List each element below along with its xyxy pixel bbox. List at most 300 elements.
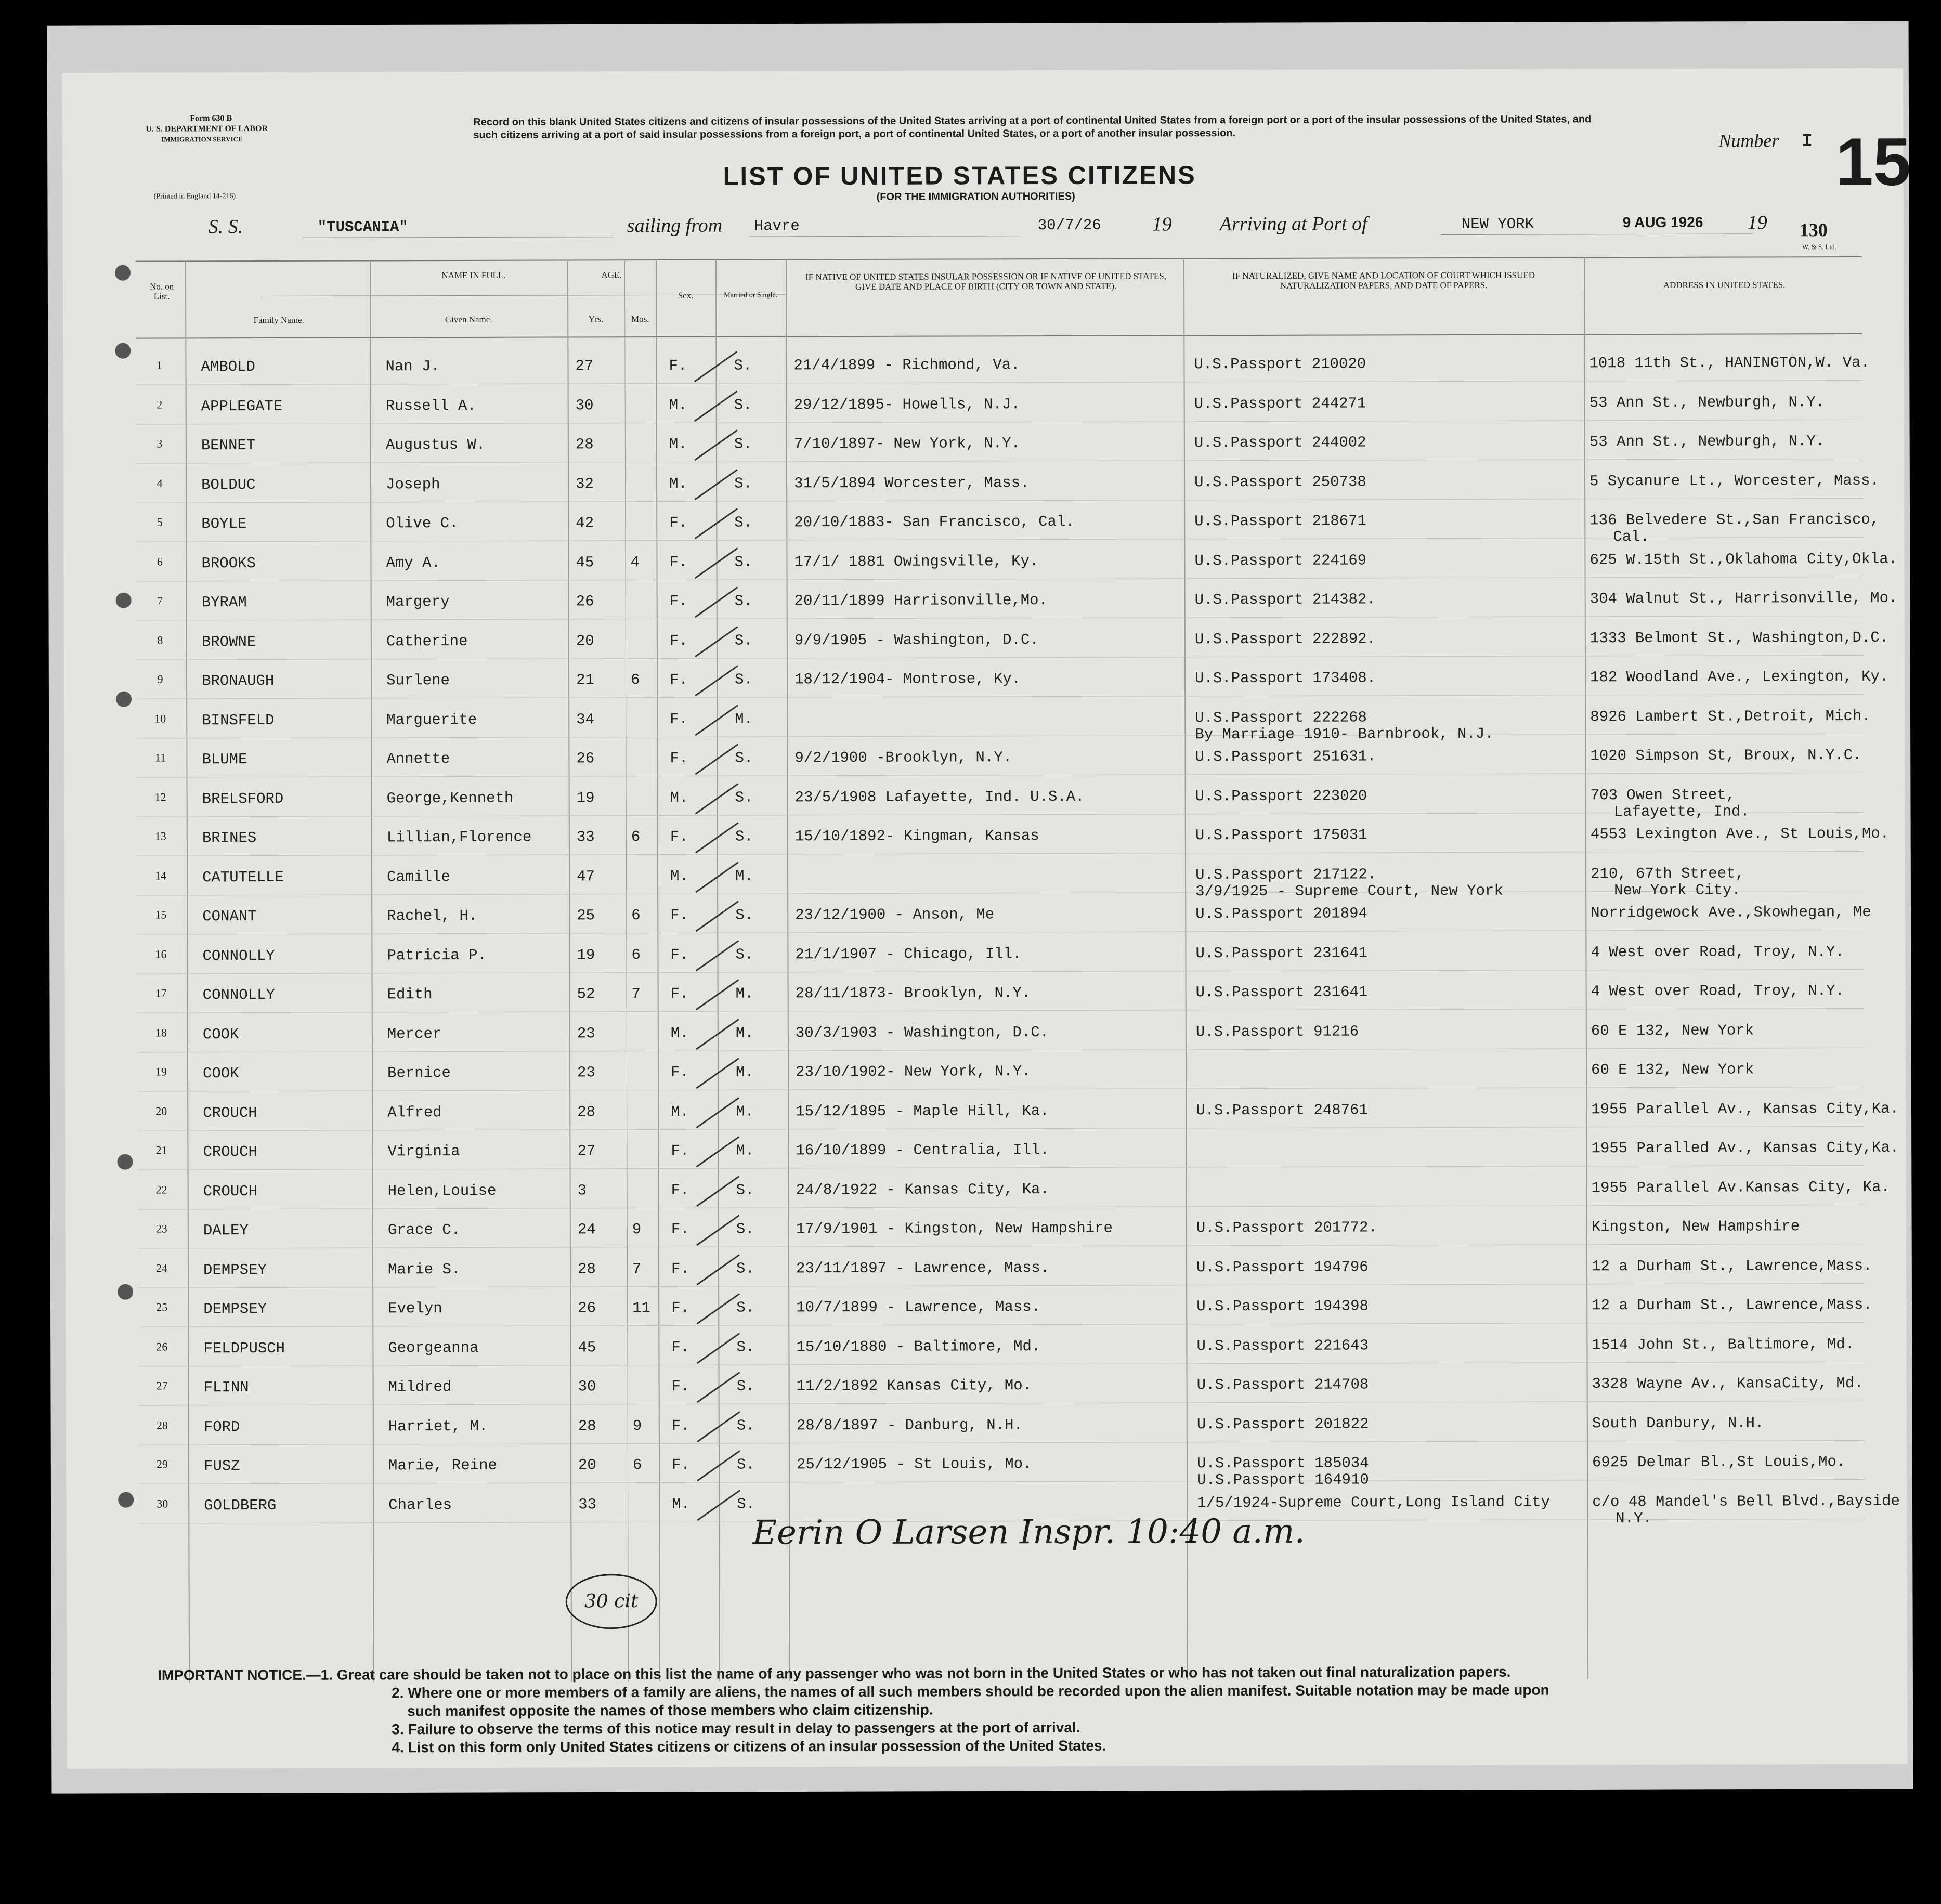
header-sex: Sex. <box>678 290 694 301</box>
marital-status: S. <box>735 946 754 963</box>
marital-status: M. <box>736 1103 754 1120</box>
age-years: 28 <box>575 436 594 453</box>
address: 8926 Lambert St.,Detroit, Mich. <box>1590 707 1871 725</box>
address-line-2: N.Y. <box>1616 1509 1652 1527</box>
marital-status: S. <box>736 1299 755 1316</box>
age-years: 30 <box>578 1378 596 1396</box>
sex: F. <box>671 1181 689 1199</box>
row-number: 27 <box>156 1379 168 1392</box>
family-name: CROUCH <box>203 1104 257 1121</box>
dept-name: U. S. DEPARTMENT OF LABOR <box>146 124 268 134</box>
naturalization: U.S.Passport 201822 <box>1196 1415 1369 1433</box>
address: 5 Sycanure Lt., Worcester, Mass. <box>1590 472 1879 490</box>
sex: F. <box>669 632 688 649</box>
birth-info: 23/10/1902- New York, N.Y. <box>795 1063 1031 1081</box>
given-name: Augustus W. <box>385 436 486 454</box>
row-number: 3 <box>157 437 163 450</box>
birth-info: 9/2/1900 -Brooklyn, N.Y. <box>794 749 1012 767</box>
ship-name: "TUSCANIA" <box>317 218 408 236</box>
marital-status: M. <box>735 985 754 1002</box>
page-subtitle: (FOR THE IMMIGRATION AUTHORITIES) <box>876 190 1075 203</box>
row-number: 17 <box>155 986 167 1000</box>
address: 60 E 132, New York <box>1591 1021 1754 1039</box>
arriving-label: Arriving at Port of <box>1219 213 1367 236</box>
naturalization: U.S.Passport 244002 <box>1194 434 1366 452</box>
address: 1955 Parallel Av., Kansas City,Ka. <box>1591 1100 1899 1118</box>
naturalization: U.S.Passport 218671 <box>1194 512 1366 530</box>
sex: F. <box>671 1338 690 1356</box>
row-line <box>139 1401 1865 1406</box>
header-no: No. on List. <box>149 281 174 302</box>
naturalization: U.S.Passport 231641 <box>1195 944 1368 962</box>
sex: F. <box>671 1456 690 1473</box>
header-given-name: Given Name. <box>445 314 492 325</box>
sex: F. <box>669 553 688 571</box>
sex: F. <box>670 946 689 963</box>
marital-status: S. <box>736 1377 755 1395</box>
naturalization: U.S.Passport 251631. <box>1195 748 1376 766</box>
family-name: CONNOLLY <box>202 986 275 1004</box>
family-name: FUSZ <box>203 1457 240 1475</box>
row-line <box>139 1440 1865 1445</box>
naturalization-line-2: 3/9/1925 - Supreme Court, New York <box>1195 882 1503 900</box>
sex: F. <box>671 1377 690 1395</box>
birth-info: 10/7/1899 - Lawrence, Mass. <box>796 1298 1041 1316</box>
address: 4553 Lexington Ave., St Louis,Mo. <box>1590 825 1890 843</box>
naturalization-line-2: U.S.Passport 164910 <box>1197 1471 1369 1489</box>
marital-status: S. <box>734 435 752 453</box>
sex: F. <box>671 1417 690 1434</box>
row-number: 23 <box>155 1222 167 1235</box>
punch-hole <box>115 265 131 281</box>
col-divider <box>370 260 374 1682</box>
punch-hole <box>116 692 132 707</box>
birth-info: 15/10/1880 - Baltimore, Md. <box>796 1337 1041 1355</box>
address: 53 Ann St., Newburgh, N.Y. <box>1589 393 1825 411</box>
given-name: Grace C. <box>387 1221 461 1239</box>
port-to: NEW YORK <box>1461 215 1534 233</box>
row-line <box>137 851 1864 856</box>
manifest-table <box>136 256 1900 1683</box>
age-months: 11 <box>632 1299 651 1317</box>
address: 703 Owen Street, <box>1590 786 1736 804</box>
address: 1955 Paralled Av., Kansas City,Ka. <box>1591 1139 1899 1157</box>
row-line <box>137 616 1863 621</box>
given-name: Charles <box>388 1496 452 1514</box>
address: South Danbury, N.H. <box>1592 1414 1764 1432</box>
notice-item-4: 4. List on this form only United States citizens or citizens of an insular possession of the United States. <box>392 1737 1106 1756</box>
naturalization: U.S.Passport 214382. <box>1194 591 1376 609</box>
address: 1514 John St., Baltimore, Md. <box>1592 1335 1855 1353</box>
family-name: BINSFELD <box>202 711 275 729</box>
age-years: 24 <box>577 1221 596 1238</box>
col-divider <box>624 259 629 1681</box>
marital-status: S. <box>735 906 754 924</box>
address: 4 West over Road, Troy, N.Y. <box>1591 943 1844 961</box>
marital-status: M. <box>735 1024 754 1042</box>
age-years: 27 <box>575 357 594 375</box>
given-name: Russell A. <box>385 397 476 414</box>
age-years: 45 <box>578 1338 596 1356</box>
marital-status: S. <box>736 1338 755 1356</box>
row-number: 10 <box>154 711 166 725</box>
marital-status: S. <box>734 475 752 492</box>
marital-status: S. <box>734 553 753 571</box>
row-line <box>138 1204 1865 1209</box>
birth-info: 15/12/1895 - Maple Hill, Ka. <box>796 1102 1049 1120</box>
family-name: BENNET <box>201 437 256 454</box>
row-number: 25 <box>156 1300 168 1314</box>
marital-status: S. <box>734 396 752 414</box>
naturalization: U.S.Passport 217122. <box>1195 865 1377 883</box>
marital-status: S. <box>736 1417 755 1434</box>
row-line <box>137 733 1863 738</box>
row-line <box>136 419 1862 424</box>
address: 3328 Wayne Av., KansaCity, Md. <box>1592 1374 1864 1393</box>
row-number: 11 <box>154 751 166 764</box>
age-months: 6 <box>631 946 641 963</box>
sex: F. <box>669 514 688 531</box>
row-number: 4 <box>157 476 163 490</box>
row-line <box>138 1087 1864 1092</box>
nineteen-2: 19 <box>1747 212 1767 234</box>
age-months: 6 <box>631 671 640 689</box>
row-number: 7 <box>157 594 163 607</box>
age-years: 28 <box>577 1103 596 1120</box>
naturalization: U.S.Passport 173408. <box>1195 669 1376 687</box>
sex: F. <box>670 671 688 688</box>
notice-item-2b: such manifest opposite the names of those members who claim citizenship. <box>407 1701 933 1719</box>
row-number: 1 <box>156 358 163 372</box>
address: 6925 Delmar Bl.,St Louis,Mo. <box>1592 1453 1846 1471</box>
row-line <box>138 1126 1864 1131</box>
sex: F. <box>670 710 688 728</box>
family-name: DEMPSEY <box>203 1261 267 1279</box>
naturalization: U.S.Passport 194796 <box>1196 1258 1369 1276</box>
birth-info: 31/5/1894 Worcester, Mass. <box>794 474 1030 492</box>
naturalization: U.S.Passport 244271 <box>1194 394 1366 412</box>
col-divider <box>786 259 790 1681</box>
address: 625 W.15th St.,Oklahoma City,Okla. <box>1590 550 1898 568</box>
marital-status: S. <box>737 1495 755 1513</box>
age-months: 6 <box>631 828 641 846</box>
address-line-2: Cal. <box>1613 528 1650 546</box>
birth-info: 7/10/1897- New York, N.Y. <box>793 435 1020 453</box>
sex: F. <box>670 906 689 924</box>
age-years: 27 <box>577 1142 596 1160</box>
age-years: 47 <box>577 867 595 885</box>
birth-info: 17/1/ 1881 Owingsville, Ky. <box>794 552 1039 570</box>
sex: F. <box>671 1260 689 1277</box>
birth-info: 16/10/1899 - Centralia, Ill. <box>796 1141 1049 1159</box>
marital-status: M. <box>736 1142 754 1159</box>
given-name: Surlene <box>386 672 450 689</box>
important-notice <box>158 1663 1549 1757</box>
ss-label: S. S. <box>208 216 243 238</box>
naturalization: U.S.Passport 175031 <box>1195 826 1367 844</box>
header-naturalized: IF NATURALIZED, GIVE NAME AND LOCATION OF COURT WHICH ISSUED NATURALIZATION PAPERS, AND DATE OF PAPERS. <box>1232 270 1535 291</box>
family-name: BROOKS <box>201 554 256 572</box>
nineteen-1: 19 <box>1152 213 1172 236</box>
family-name: COOK <box>202 1065 239 1083</box>
row-line <box>138 1322 1865 1327</box>
birth-info: 9/9/1905 - Washington, D.C. <box>794 631 1039 649</box>
punch-hole <box>116 593 132 608</box>
birth-info: 30/3/1903 - Washington, D.C. <box>795 1023 1049 1041</box>
row-line <box>136 459 1862 464</box>
family-name: CATUTELLE <box>202 868 284 886</box>
family-name: AMBOLD <box>201 358 255 376</box>
header-bottom-border <box>136 333 1862 339</box>
address: 304 Walnut St., Harrisonville, Mo. <box>1590 589 1898 608</box>
age-years: 26 <box>576 593 594 610</box>
family-name: GOLDBERG <box>204 1496 277 1514</box>
port-from: Havre <box>754 217 800 235</box>
family-name: BOLDUC <box>201 476 256 493</box>
age-years: 26 <box>576 750 595 767</box>
sex: M. <box>669 396 687 414</box>
age-years: 34 <box>576 710 595 728</box>
row-number: 6 <box>157 554 163 568</box>
row-line <box>138 1047 1864 1052</box>
circled-count: 30 cit <box>566 1574 657 1629</box>
marital-status: S. <box>736 1181 754 1199</box>
notice-item-3: 3. Failure to observe the terms of this notice may result in delay to passengers at the port of arrival. <box>392 1719 1080 1738</box>
birth-info: 28/8/1897 - Danburg, N.H. <box>796 1416 1023 1434</box>
family-name: BRELSFORD <box>202 790 284 807</box>
age-years: 42 <box>576 514 594 532</box>
row-number: 21 <box>155 1143 167 1157</box>
age-years: 23 <box>577 1024 595 1042</box>
row-number: 14 <box>155 868 167 882</box>
header-name-in-full: NAME IN FULL. <box>441 270 506 281</box>
marital-status: M. <box>735 710 753 728</box>
given-name: Olive C. <box>386 515 459 532</box>
age-months: 9 <box>632 1417 642 1434</box>
port-underline <box>749 236 1020 237</box>
address: 4 West over Road, Troy, N.Y. <box>1591 982 1844 1000</box>
header-mos: Mos. <box>631 314 649 324</box>
punch-hole <box>118 1492 134 1508</box>
address-line-2: New York City. <box>1614 881 1741 899</box>
birth-info: 23/12/1900 - Anson, Me <box>795 906 995 924</box>
punch-hole <box>117 1154 133 1170</box>
sex: M. <box>669 475 687 492</box>
naturalization: U.S.Passport 185034 <box>1196 1454 1369 1472</box>
given-name: Alfred <box>387 1103 442 1121</box>
sex: F. <box>670 828 688 845</box>
marital-status: S. <box>736 1260 754 1277</box>
naturalization: U.S.Passport 222892. <box>1194 630 1376 648</box>
family-name: CROUCH <box>203 1143 257 1161</box>
family-name: CONANT <box>202 908 257 925</box>
birth-info: 20/11/1899 Harrisonville,Mo. <box>794 592 1048 610</box>
marital-status: S. <box>734 592 753 610</box>
family-name: CROUCH <box>203 1182 258 1200</box>
family-name: BRONAUGH <box>202 672 275 690</box>
birth-info: 20/10/1883- San Francisco, Cal. <box>794 513 1075 531</box>
naturalization-line-2: By Marriage 1910- Barnbrook, N.J. <box>1195 725 1494 743</box>
family-name: FELDPUSCH <box>203 1339 285 1357</box>
row-number: 12 <box>154 790 166 804</box>
naturalization: U.S.Passport 91216 <box>1195 1022 1359 1040</box>
given-name: Mildred <box>388 1378 452 1396</box>
arrive-underline <box>1441 233 1753 235</box>
family-name: FORD <box>203 1418 240 1436</box>
row-line <box>137 773 1864 778</box>
row-number: 13 <box>154 829 166 843</box>
sex: F. <box>671 1220 689 1238</box>
ws-ltd: W. & S. Ltd. <box>1802 243 1836 251</box>
age-years: 45 <box>576 553 594 571</box>
list-number: 15 <box>1835 123 1911 200</box>
marital-status: S. <box>736 1456 755 1473</box>
sex: F. <box>670 749 688 767</box>
naturalization: U.S.Passport 231641 <box>1195 983 1368 1001</box>
address: 1020 Simpson St, Broux, N.Y.C. <box>1590 746 1862 765</box>
address: 12 a Durham St., Lawrence,Mass. <box>1591 1257 1872 1275</box>
marital-status: S. <box>734 514 753 531</box>
naturalization: U.S.Passport 223020 <box>1195 787 1367 805</box>
given-name: George,Kenneth <box>386 789 514 807</box>
marital-status: S. <box>734 632 753 649</box>
age-months: 4 <box>630 553 640 571</box>
row-line <box>138 1165 1865 1170</box>
given-name: Nan J. <box>385 358 440 375</box>
age-months: 9 <box>632 1221 642 1238</box>
intro-text: Record on this blank United States citizens and citizens of insular possessions of the United States arriving at a port of continental United States from a foreign port or a port of the insular possessions of the United States, and such citizens arriving at a port of said insular possessions from a foreign port, a port of continental United States, or a port of another insular possession. <box>473 113 1592 141</box>
naturalization: U.S.Passport 214708 <box>1196 1376 1369 1394</box>
sex: F. <box>670 1063 689 1081</box>
sex: M. <box>670 789 688 806</box>
age-years: 32 <box>576 475 594 492</box>
page-number: 130 <box>1799 219 1828 241</box>
given-name: Marie, Reine <box>388 1456 497 1475</box>
row-number: 9 <box>157 672 163 686</box>
birth-info: 23/5/1908 Lafayette, Ind. U.S.A. <box>794 788 1085 806</box>
row-number: 22 <box>155 1182 167 1196</box>
given-name: Annette <box>386 750 450 768</box>
sex: M. <box>670 1024 689 1042</box>
row-line <box>137 890 1864 895</box>
sex: F. <box>671 1299 690 1316</box>
sex: F. <box>670 985 689 1002</box>
col-divider <box>185 260 190 1683</box>
row-line <box>138 1008 1864 1013</box>
given-name: Rachel, H. <box>387 907 478 925</box>
row-number: 29 <box>156 1457 168 1471</box>
notice-label: IMPORTANT NOTICE.— <box>158 1666 321 1684</box>
ship-underline <box>302 237 614 238</box>
row-number: 15 <box>155 908 167 921</box>
age-months: 6 <box>631 907 641 924</box>
naturalization: U.S.Passport 224169 <box>1194 551 1367 569</box>
sex: F. <box>669 592 688 610</box>
sex: F. <box>671 1142 689 1159</box>
age-years: 19 <box>577 946 595 963</box>
header-married: Married or Single. <box>724 291 778 299</box>
address: 60 E 132, New York <box>1591 1061 1754 1079</box>
age-years: 26 <box>578 1299 596 1317</box>
birth-info: 24/8/1922 - Kansas City, Ka. <box>796 1180 1049 1198</box>
family-name: BRINES <box>202 829 257 847</box>
given-name: Marguerite <box>386 711 477 728</box>
address-line-2: Lafayette, Ind. <box>1613 803 1750 820</box>
family-name: DALEY <box>203 1222 249 1240</box>
punch-hole <box>115 343 131 359</box>
birth-info: 21/4/1899 - Richmond, Va. <box>793 356 1020 374</box>
age-years: 21 <box>576 671 594 689</box>
row-line <box>138 969 1864 974</box>
row-number: 30 <box>157 1496 168 1510</box>
header-family-name: Family Name. <box>253 315 304 325</box>
naturalization: U.S.Passport 222268 <box>1195 708 1367 726</box>
birth-info: 28/11/1873- Brooklyn, N.Y. <box>795 984 1031 1002</box>
family-name: BROWNE <box>201 633 256 650</box>
sex: M. <box>670 867 688 885</box>
row-line <box>137 694 1863 699</box>
notice-item-2: 2. Where one or more members of a family are aliens, the names of all such members should be recorded upon the alien manifest. Suitable notation may be made upon <box>392 1681 1549 1701</box>
row-line <box>139 1361 1865 1366</box>
given-name: Virginia <box>387 1143 460 1160</box>
sex: M. <box>672 1495 691 1513</box>
naturalization: U.S.Passport 210020 <box>1194 355 1366 373</box>
family-name: BYRAM <box>201 594 247 611</box>
birth-info: 15/10/1892- Kingman, Kansas <box>794 827 1039 845</box>
row-line <box>136 498 1862 503</box>
marital-status: S. <box>735 828 753 845</box>
address: 182 Woodland Ave., Lexington, Ky. <box>1590 668 1889 686</box>
sex: F. <box>669 357 687 374</box>
birth-info: 23/11/1897 - Lawrence, Mass. <box>796 1259 1050 1277</box>
given-name: Mercer <box>387 1025 442 1042</box>
header-age: AGE. <box>601 270 622 280</box>
row-line <box>136 537 1862 542</box>
sailing-label: sailing from <box>627 214 723 237</box>
age-months: 7 <box>631 985 641 1003</box>
birth-info: 11/2/1892 Kansas City, Mo. <box>796 1377 1032 1395</box>
address: Norridgewock Ave.,Skowhegan, Me <box>1591 903 1871 922</box>
marital-status: S. <box>735 789 753 806</box>
arrival-stamp: 9 AUG 1926 <box>1622 214 1703 231</box>
age-years: 23 <box>577 1064 595 1081</box>
notice-text-1: 1. Great care should be taken not to place on this list the name of any passenger who was not born in the United States or who has not taken out final naturalization papers. <box>320 1663 1511 1683</box>
manifest-page <box>62 68 1911 1769</box>
birth-info: 17/9/1901 - Kingston, New Hampshire <box>796 1219 1113 1238</box>
service-name: IMMIGRATION SERVICE <box>161 135 243 144</box>
family-name: FLINN <box>203 1379 249 1397</box>
given-name: Joseph <box>386 475 440 493</box>
address: 1018 11th St., HANINGTON,W. Va. <box>1589 354 1870 372</box>
given-name: Margery <box>386 593 450 611</box>
address: 136 Belvedere St.,San Francisco, <box>1590 511 1880 529</box>
date-from: 30/7/26 <box>1037 216 1101 234</box>
age-years: 52 <box>577 985 595 1003</box>
age-years: 28 <box>577 1260 596 1277</box>
inspector-signature: Eerin O Larsen Inspr. 10:40 a.m. <box>752 1512 1305 1553</box>
address: 12 a Durham St., Lawrence,Mass. <box>1592 1296 1872 1314</box>
sex: M. <box>671 1103 689 1120</box>
row-line <box>136 380 1862 385</box>
col-divider <box>1183 258 1188 1680</box>
naturalization: U.S.Passport 221643 <box>1196 1336 1369 1354</box>
row-number: 2 <box>157 397 163 411</box>
marital-status: S. <box>735 749 753 767</box>
row-number: 28 <box>156 1418 168 1432</box>
age-years: 25 <box>577 907 595 924</box>
row-number: 16 <box>155 947 167 961</box>
sex: M. <box>669 435 687 453</box>
